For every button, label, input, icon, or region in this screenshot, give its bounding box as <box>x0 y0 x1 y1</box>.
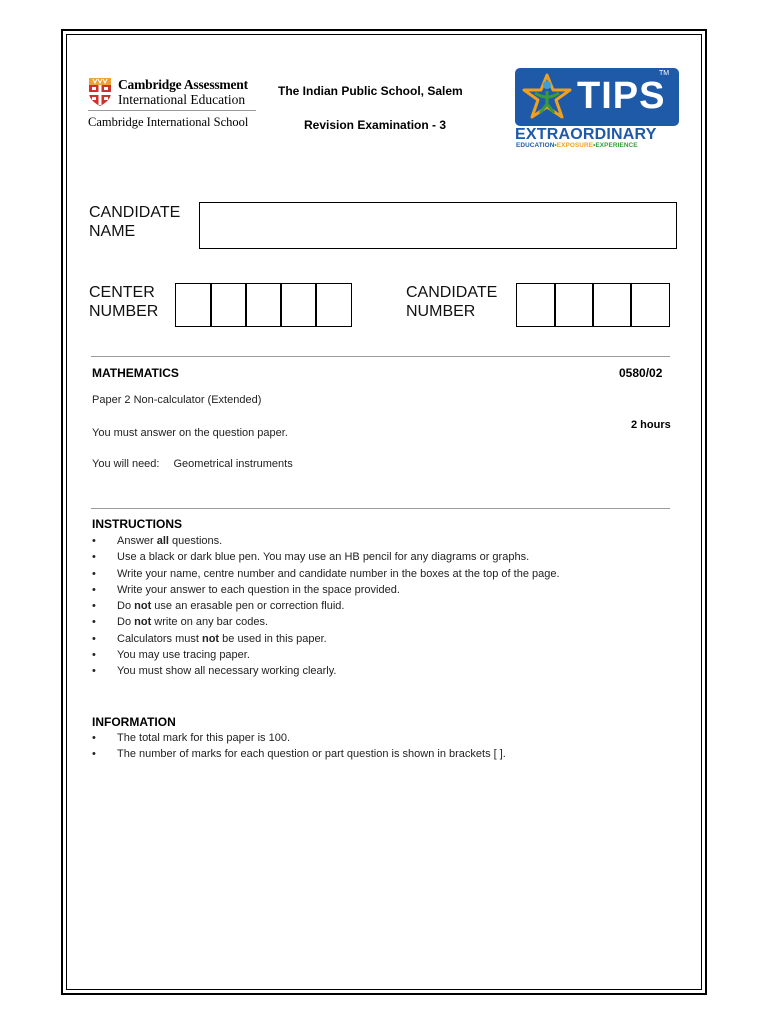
instruction-text: Answer <box>117 535 157 547</box>
instruction-text: write on any bar codes. <box>151 616 269 629</box>
candidate-name-label-line-2: NAME <box>89 223 136 240</box>
tips-tagline-exposure: EXPOSURE <box>556 142 594 149</box>
instruction-item <box>92 533 560 549</box>
candidate-number-label <box>406 283 497 321</box>
instruction-item <box>92 582 560 598</box>
instruction-text: Do <box>117 600 135 613</box>
tips-tagline-separator: • <box>554 142 557 149</box>
candidate-name-label <box>89 203 180 241</box>
tips-tagline-main: EXTRAORDINARY <box>515 126 657 143</box>
tips-logo <box>515 68 679 126</box>
instruction-emphasis: not <box>134 600 152 613</box>
instruction-emphasis: all <box>156 535 169 547</box>
you-will-need-label: You will need: <box>92 458 160 470</box>
information-item: • The number of marks for each question or part question is shown in brackets [ ]. <box>92 746 506 762</box>
center-number-label-line-2: NUMBER <box>89 303 159 320</box>
number-cell[interactable] <box>280 283 317 327</box>
instruction-text: Write your answer to each question in the space provided. <box>117 583 400 596</box>
number-cell[interactable] <box>554 283 594 327</box>
instruction-item <box>92 549 560 565</box>
instruction-text: Write your name, centre number and candidate number in the boxes at the top of the page. <box>117 567 560 580</box>
star-figure-icon <box>519 71 575 123</box>
instruction-item <box>92 598 560 614</box>
instruction-item <box>92 631 560 647</box>
candidate-name-label-line-1: CANDIDATE <box>89 204 181 221</box>
page-border-inner <box>66 34 702 990</box>
center-number-label <box>89 283 158 321</box>
you-will-need <box>92 458 293 470</box>
number-cell[interactable] <box>630 283 670 327</box>
number-cell[interactable] <box>210 283 247 327</box>
instruction-item <box>92 647 560 663</box>
candidate-number-field[interactable] <box>516 283 670 327</box>
paper-title: Paper 2 Non-calculator (Extended) <box>92 394 262 406</box>
cambridge-divider <box>88 110 256 111</box>
duration: 2 hours <box>631 419 671 431</box>
number-cell[interactable] <box>592 283 632 327</box>
instruction-text: be used in this paper. <box>219 632 327 645</box>
instruction-text: questions. <box>168 535 223 547</box>
candidate-number-label-line-2: NUMBER <box>406 303 476 320</box>
candidate-name-field[interactable] <box>199 202 677 249</box>
instruction-item <box>92 663 560 679</box>
tips-trademark: TM <box>659 70 670 77</box>
tips-tagline <box>516 142 638 149</box>
you-will-need-value: Geometrical instruments <box>173 458 293 470</box>
center-number-field[interactable] <box>175 283 352 327</box>
candidate-number-label-line-1: CANDIDATE <box>406 284 498 301</box>
instruction-text: Use a black or dark blue pen. You may use an HB pencil for any diagrams or graphs. <box>117 551 530 564</box>
tips-tagline-education: EDUCATION <box>516 142 555 149</box>
number-cell[interactable] <box>245 283 282 327</box>
cambridge-shield-icon <box>88 77 112 107</box>
instructions-heading: INSTRUCTIONS <box>92 517 182 531</box>
cambridge-line-1: Cambridge Assessment <box>118 77 248 92</box>
instructions-list <box>92 533 560 680</box>
subject-title: MATHEMATICS <box>92 366 179 380</box>
information-item: • The total mark for this paper is 100. <box>92 730 506 746</box>
answer-note: You must answer on the question paper. <box>92 427 288 439</box>
instruction-text: use an erasable pen or correction fluid. <box>151 600 345 613</box>
divider <box>91 356 670 357</box>
instruction-emphasis: not <box>134 616 152 629</box>
paper-code: 0580/02 <box>619 366 663 380</box>
instruction-text: Do <box>117 616 135 629</box>
information-list <box>92 730 506 763</box>
instruction-text: You may use tracing paper. <box>117 649 250 662</box>
number-cell[interactable] <box>315 283 352 327</box>
tips-wordmark: TIPS <box>577 75 666 117</box>
divider <box>91 508 670 509</box>
tips-tagline-separator: • <box>593 142 596 149</box>
center-number-label-line-1: CENTER <box>89 284 155 301</box>
cambridge-line-3: Cambridge International School <box>88 115 249 129</box>
instruction-item <box>92 566 560 582</box>
school-name: The Indian Public School, Salem <box>278 84 463 98</box>
instruction-item <box>92 614 560 630</box>
cambridge-logo <box>88 77 268 137</box>
number-cell[interactable] <box>175 283 212 327</box>
instruction-text: Calculators must <box>117 632 202 645</box>
information-heading: INFORMATION <box>92 715 176 729</box>
exam-name: Revision Examination - 3 <box>304 118 447 132</box>
number-cell[interactable] <box>516 283 556 327</box>
instruction-emphasis: not <box>201 632 220 645</box>
cambridge-line-2: International Education <box>118 92 246 107</box>
instruction-text: You must show all necessary working clearly. <box>117 665 337 678</box>
tips-tagline-experience: EXPERIENCE <box>595 142 638 149</box>
